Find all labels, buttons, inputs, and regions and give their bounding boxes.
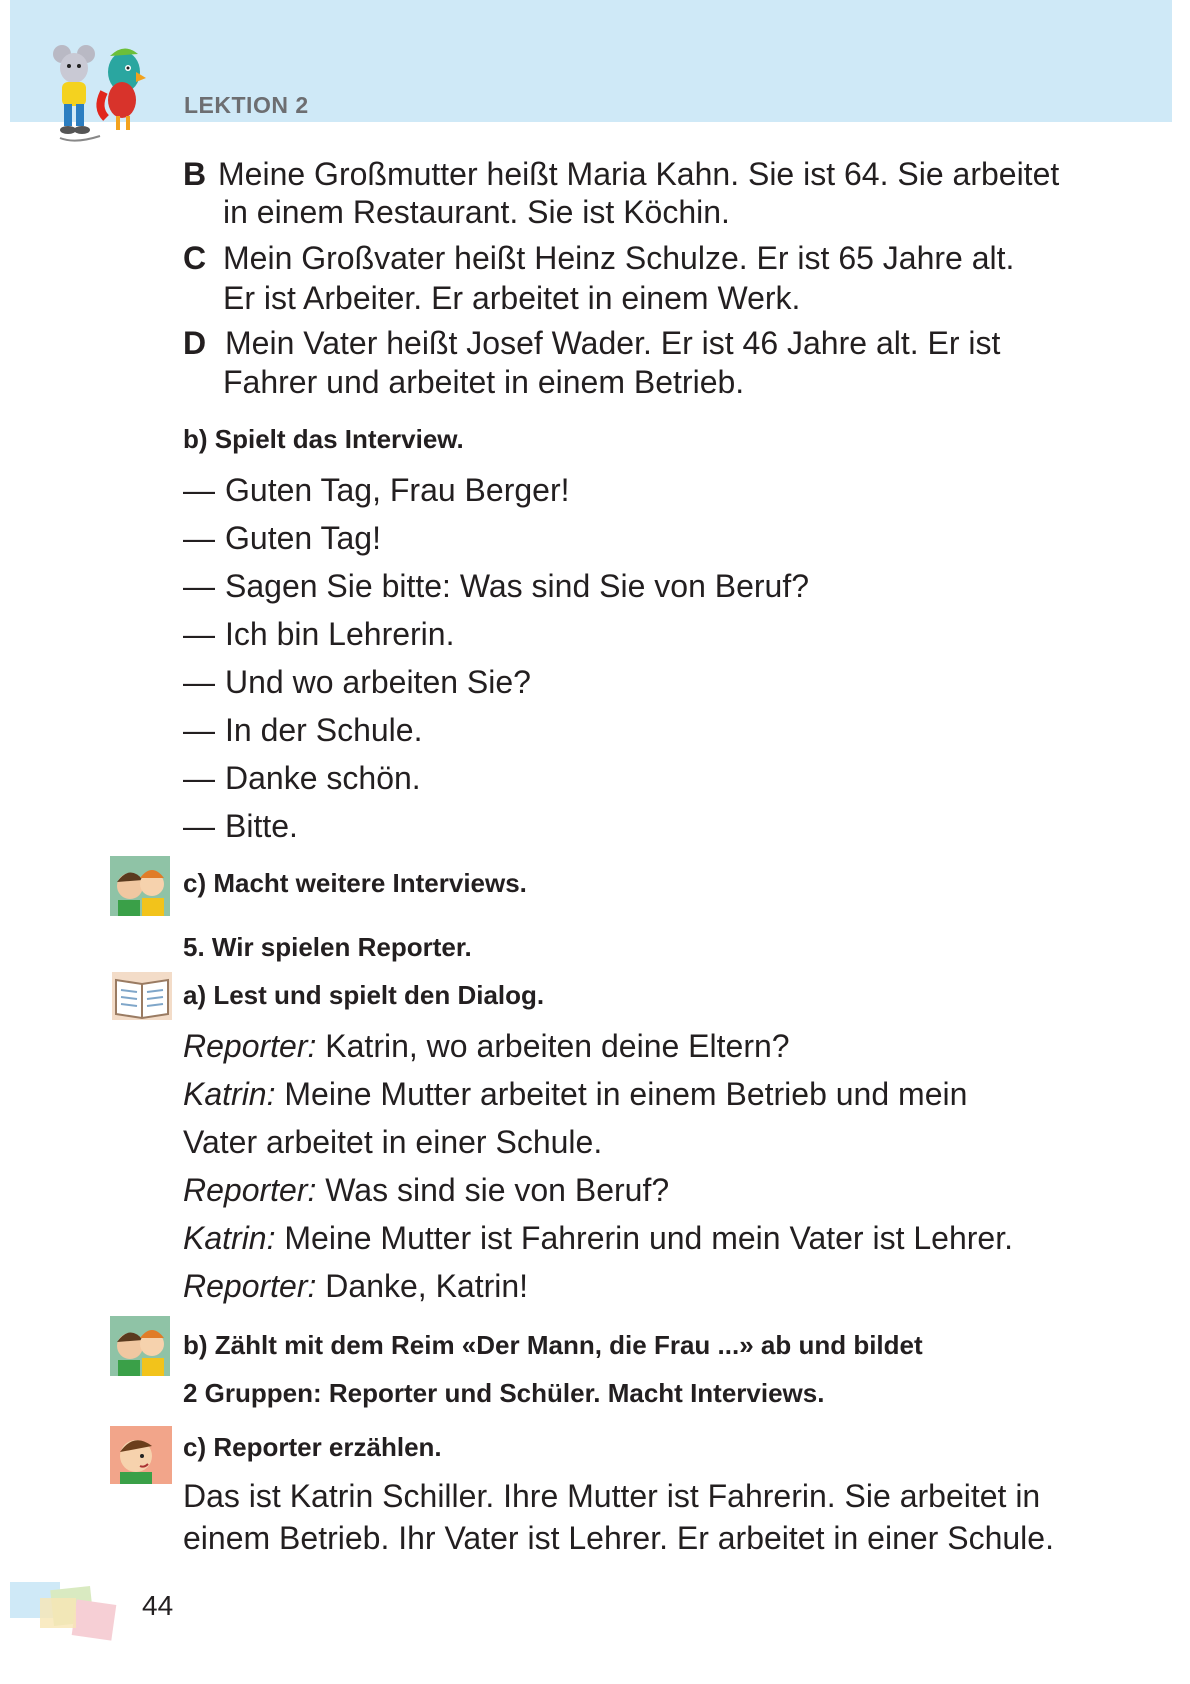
speech-text: Katrin, wo arbeiten deine Eltern? [316,1028,790,1064]
reporter-dialog-line [183,1124,602,1161]
dialog-line [183,568,809,605]
profile-letter: C [183,240,207,276]
exercise-5-title: 5. Wir spielen Reporter. [183,932,472,962]
task-5b-heading-line1: b) Zählt mit dem Reim «Der Mann, die Frau ...» ab und bildet [183,1330,923,1360]
speaking-boy-icon [110,1426,172,1484]
task-b-heading: b) Spielt das Interview. [183,424,464,454]
dialog-line [183,712,422,749]
dialog-dash: — [183,616,215,652]
dialog-dash: — [183,520,215,556]
mascots-illustration [40,42,160,152]
reporter-dialog-line [183,1076,967,1113]
pair-work-icon [110,1316,170,1376]
speech-text: Was sind sie von Beruf? [316,1172,670,1208]
dialog-dash: — [183,712,215,748]
dialog-text: Guten Tag! [225,520,381,556]
story-line: einem Betrieb. Ihr Vater ist Lehrer. Er arbeitet in einer Schule. [183,1520,1054,1556]
profile-text: Mein Großvater heißt Heinz Schulze. Er ist 65 Jahre alt. [223,240,1015,276]
dialog-text: Ich bin Lehrerin. [225,616,455,652]
page-number: 44 [142,1590,174,1621]
task-5a-heading: a) Lest und spielt den Dialog. [183,980,545,1010]
reporter-dialog-line [183,1220,1013,1257]
dialog-dash: — [183,760,215,796]
reporter-dialog-line [183,1172,669,1209]
dialog-line [183,472,569,509]
dialog-line [183,808,298,845]
profile-b-line1 [183,154,1059,194]
dialog-text: Sagen Sie bitte: Was sind Sie von Beruf? [225,568,810,604]
dialog-text: Danke schön. [225,760,421,796]
dialog-text: Und wo arbeiten Sie? [225,664,531,700]
profile-letter: B [183,156,207,192]
speech-text: Meine Mutter ist Fahrerin und mein Vater ist Lehrer. [275,1220,1013,1256]
lesson-label: LEKTION 2 [184,92,309,118]
speech-text: Danke, Katrin! [316,1268,529,1304]
dialog-line [183,520,381,557]
dialog-line [183,760,421,797]
profile-letter: D [183,325,207,361]
profile-text: Mein Vater heißt Josef Wader. Er ist 46 Jahre alt. Er ist [225,325,1001,361]
story-line: Das ist Katrin Schiller. Ihre Mutter ist Fahrerin. Sie arbeitet in [183,1478,1041,1514]
speaker-label: Reporter: [183,1172,317,1208]
profile-text: Meine Großmutter heißt Maria Kahn. Sie ist 64. Sie arbeitet [218,156,1060,192]
speaker-label: Reporter: [183,1268,317,1304]
profile-d-line2: Fahrer und arbeitet in einem Betrieb. [223,364,745,400]
task-5b-heading-line2: 2 Gruppen: Reporter und Schüler. Macht Interviews. [183,1378,825,1408]
speaker-label: Reporter: [183,1028,317,1064]
dialog-text: In der Schule. [225,712,423,748]
speaker-label: Katrin: [183,1076,276,1112]
profile-c-line1 [183,238,1014,278]
speech-text: Meine Mutter arbeitet in einem Betrieb und mein [275,1076,968,1112]
dialog-dash: — [183,808,215,844]
corner-decoration [10,1580,150,1650]
profile-c-line2: Er ist Arbeiter. Er arbeitet in einem Werk. [223,280,801,316]
profile-b-line2: in einem Restaurant. Sie ist Köchin. [223,194,730,230]
dialog-dash: — [183,664,215,700]
profile-d-line1 [183,323,1000,363]
dialog-dash: — [183,568,215,604]
dialog-text: Bitte. [225,808,298,844]
speaker-label: Katrin: [183,1220,276,1256]
dialog-line [183,616,454,653]
task-c-heading: c) Macht weitere Interviews. [183,868,527,898]
reporter-dialog-line [183,1268,528,1305]
book-icon [112,972,172,1020]
reporter-dialog-line [183,1028,790,1065]
task-5c-heading: c) Reporter erzählen. [183,1432,442,1462]
pair-work-icon [110,856,170,916]
speech-text: Vater arbeitet in einer Schule. [183,1124,603,1160]
dialog-dash: — [183,472,215,508]
dialog-text: Guten Tag, Frau Berger! [225,472,570,508]
dialog-line [183,664,531,701]
